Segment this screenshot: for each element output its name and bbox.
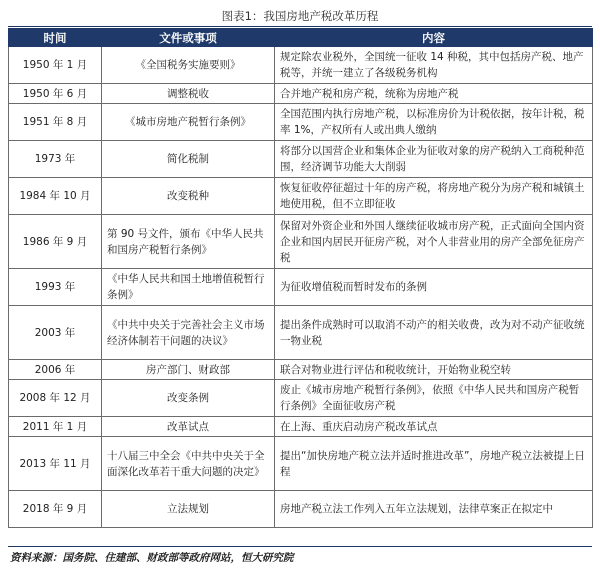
cell-time: 1993 年 bbox=[9, 269, 102, 306]
table-row bbox=[9, 47, 593, 84]
table-row bbox=[9, 178, 593, 215]
header-doc: 文件或事项 bbox=[102, 29, 275, 47]
cell-doc: 改变条例 bbox=[102, 380, 275, 417]
cell-doc: 改革试点 bbox=[102, 417, 275, 437]
cell-time: 1973 年 bbox=[9, 141, 102, 178]
cell-time: 2011 年 1 月 bbox=[9, 417, 102, 437]
cell-time: 2006 年 bbox=[9, 360, 102, 380]
cell-time: 1984 年 10 月 bbox=[9, 178, 102, 215]
table-row bbox=[9, 380, 593, 417]
cell-time: 2018 年 9 月 bbox=[9, 491, 102, 528]
cell-content: 将部分以国营企业和集体企业为征收对象的房产税纳入工商税种范围，经济调节功能大大削弱 bbox=[275, 141, 593, 178]
cell-doc: 十八届三中全会《中共中央关于全面深化改革若干重大问题的决定》 bbox=[102, 437, 275, 491]
table-row bbox=[9, 215, 593, 269]
reform-history-table bbox=[8, 28, 593, 528]
cell-content: 房地产税立法工作列入五年立法规划，法律草案正在拟定中 bbox=[275, 491, 593, 528]
cell-time: 1951 年 8 月 bbox=[9, 104, 102, 141]
table-row bbox=[9, 360, 593, 380]
top-rule bbox=[8, 26, 592, 27]
cell-time: 2003 年 bbox=[9, 306, 102, 360]
cell-doc: 《中共中央关于完善社会主义市场经济体制若干问题的决议》 bbox=[102, 306, 275, 360]
table-row bbox=[9, 104, 593, 141]
cell-time: 2013 年 11 月 bbox=[9, 437, 102, 491]
header-content: 内容 bbox=[275, 29, 593, 47]
cell-content: 在上海、重庆启动房产税改革试点 bbox=[275, 417, 593, 437]
cell-content: 合并地产税和房产税，统称为房地产税 bbox=[275, 84, 593, 104]
cell-content: 恢复征收停征超过十年的房产税，将房地产税分为房产税和城镇土地使用税，但不立即征收 bbox=[275, 178, 593, 215]
cell-time: 1986 年 9 月 bbox=[9, 215, 102, 269]
cell-doc: 简化税制 bbox=[102, 141, 275, 178]
cell-content: 联合对物业进行评估和税收统计，开始物业税空转 bbox=[275, 360, 593, 380]
table-row bbox=[9, 84, 593, 104]
header-time: 时间 bbox=[9, 29, 102, 47]
cell-content: 保留对外资企业和外国人继续征收城市房产税，正式面向全国内资企业和国内居民开征房产税，对个人非营业用的房产全部免征房产税 bbox=[275, 215, 593, 269]
source-note: 资料来源：国务院、住建部、财政部等政府网站，恒大研究院 bbox=[10, 552, 294, 564]
cell-doc: 改变税种 bbox=[102, 178, 275, 215]
cell-doc: 《全国税务实施要则》 bbox=[102, 47, 275, 84]
cell-doc: 立法规划 bbox=[102, 491, 275, 528]
cell-content: 规定除农业税外，全国统一征收 14 种税，其中包括房产税、地产税等，并统一建立了各级税务机构 bbox=[275, 47, 593, 84]
header-row bbox=[9, 29, 593, 47]
table-row bbox=[9, 269, 593, 306]
cell-content: 全国范围内执行房地产税，以标准房价为计税依据，按年计税，税率 1%，产权所有人或出典人缴纳 bbox=[275, 104, 593, 141]
cell-content: 提出“加快房地产税立法并适时推进改革”，房地产税立法被提上日程 bbox=[275, 437, 593, 491]
table-row bbox=[9, 491, 593, 528]
cell-content: 废止《城市房地产税暂行条例》，依照《中华人民共和国房产税暂行条例》全面征收房产税 bbox=[275, 380, 593, 417]
cell-time: 2008 年 12 月 bbox=[9, 380, 102, 417]
table-row bbox=[9, 141, 593, 178]
cell-content: 为征收增值税而暂时发布的条例 bbox=[275, 269, 593, 306]
table-title: 图表1：我国房地产税改革历程 bbox=[221, 9, 379, 23]
cell-time: 1950 年 1 月 bbox=[9, 47, 102, 84]
cell-doc: 第 90 号文件，颁布《中华人民共和国房产税暂行条例》 bbox=[102, 215, 275, 269]
cell-doc: 调整税收 bbox=[102, 84, 275, 104]
table-row bbox=[9, 437, 593, 491]
table-row bbox=[9, 417, 593, 437]
cell-doc: 《中华人民共和国土地增值税暂行条例》 bbox=[102, 269, 275, 306]
cell-doc: 房产部门、财政部 bbox=[102, 360, 275, 380]
cell-time: 1950 年 6 月 bbox=[9, 84, 102, 104]
cell-doc: 《城市房地产税暂行条例》 bbox=[102, 104, 275, 141]
bottom-rule bbox=[8, 546, 592, 547]
cell-content: 提出条件成熟时可以取消不动产的相关收费，改为对不动产征收统一物业税 bbox=[275, 306, 593, 360]
table-row bbox=[9, 306, 593, 360]
